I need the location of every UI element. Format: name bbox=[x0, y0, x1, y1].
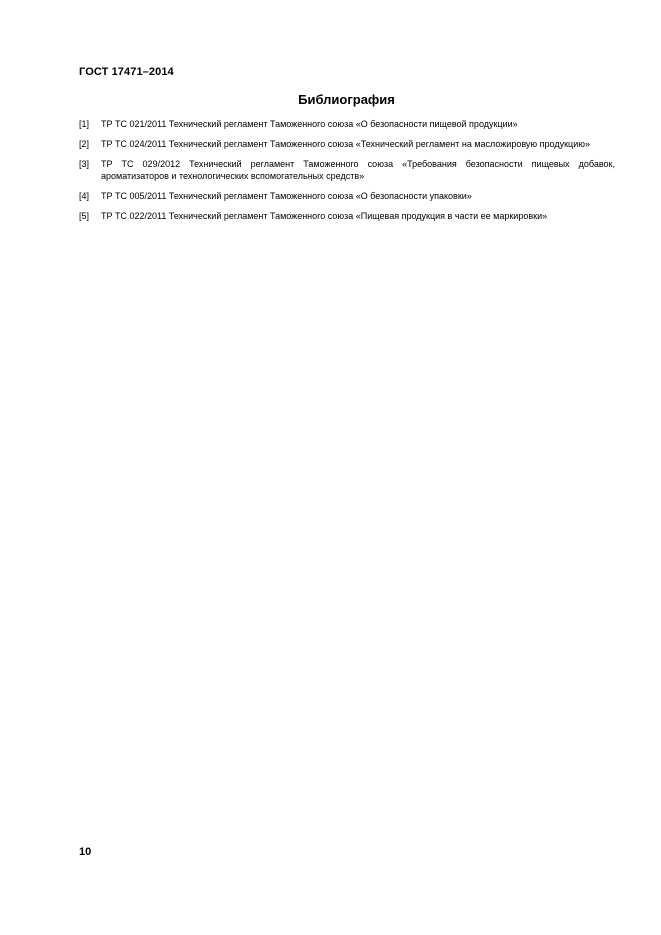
reference-text: ТР ТС 024/2011 Технический регламент Таможенного союза «Технический регламент на масложировую продукцию» bbox=[101, 139, 590, 149]
reference-number: [3] bbox=[79, 159, 90, 169]
bibliography-list bbox=[79, 118, 615, 230]
bibliography-entry-2 bbox=[79, 138, 615, 150]
page-number: 10 bbox=[79, 846, 92, 858]
reference-text: ТР ТС 005/2011 Технический регламент Таможенного союза «О безопасности упаковки» bbox=[101, 191, 472, 201]
bibliography-entry-1 bbox=[79, 118, 615, 130]
reference-text: ТР ТС 021/2011 Технический регламент Таможенного союза «О безопасности пищевой продукции» bbox=[101, 119, 518, 129]
bibliography-entry-5 bbox=[79, 210, 615, 222]
reference-number: [2] bbox=[79, 139, 90, 149]
reference-text: ТР ТС 029/2012 Технический регламент Таможенного союза «Требования безопасности пищевых добавок, ароматизаторов и технологических вспомогательных средств» bbox=[101, 159, 615, 181]
bibliography-entry-3 bbox=[79, 158, 615, 182]
reference-number: [1] bbox=[79, 119, 90, 129]
bibliography-title: Библиография bbox=[298, 92, 395, 107]
reference-text: ТР ТС 022/2011 Технический регламент Таможенного союза «Пищевая продукция в части ее маркировки» bbox=[101, 211, 548, 221]
bibliography-entry-4 bbox=[79, 190, 615, 202]
reference-number: [5] bbox=[79, 211, 90, 221]
standard-designation: ГОСТ 17471–2014 bbox=[79, 66, 174, 78]
reference-number: [4] bbox=[79, 191, 90, 201]
